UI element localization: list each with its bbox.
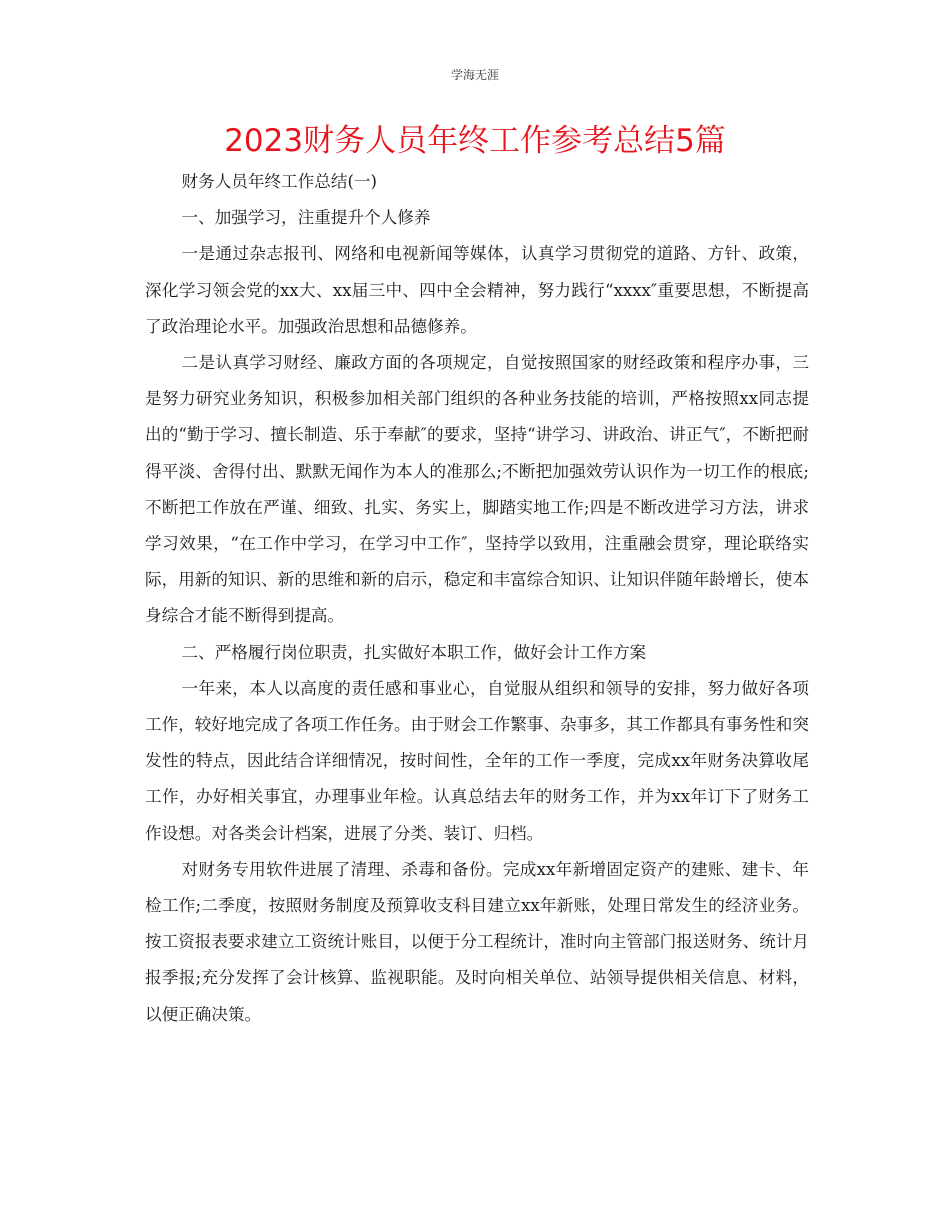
paragraph: 一年来，本人以高度的责任感和事业心，自觉服从组织和领导的安排，努力做好各项工作，较好地完成了各项工作任务。由于财会工作繁事、杂事多，其工作都具有事务性和突发性的特点，因此结合详细情况，按时间性，全年的工作一季度，完成xx年财务决算收尾工作，办好相关事宜，办理事业年检。认真总结去年的财务工作，并为xx年订下了财务工作设想。对各类会计档案，进展了分类、装订、归档。: [145, 678, 809, 843]
subheading: 一、加强学习，注重提升个人修养: [181, 208, 431, 228]
paragraph: 对财务专用软件进展了清理、杀毒和备份。完成xx年新增固定资产的建账、建卡、年检工作;二季度，按照财务制度及预算收支科目建立xx年新账，处理日常发生的经济业务。按工资报表要求建立工资统计账目，以便于分工程统计，准时向主管部门报送财务、统计月报季报;充分发挥了会计核算、监视职能。及时向相关单位、站领导提供相关信息、材料，以便正确决策。: [145, 859, 809, 1024]
document-title: 2023财务人员年终工作参考总结5篇: [224, 123, 726, 159]
paragraph: 二是认真学习财经、廉政方面的各项规定，自觉按照国家的财经政策和程序办事，三是努力研究业务知识，积极参加相关部门组织的各种业务技能的培训，严格按照xx同志提出的“勤于学习、擅长制造、乐于奉献″的要求，坚持“讲学习、讲政治、讲正气″，不断把耐得平淡、舍得付出、默默无闻作为本人的准那么;不断把加强效劳认识作为一切工作的根底;不断把工作放在严谨、细致、扎实、务实上，脚踏实地工作;四是不断改进学习方法，讲求学习效果，“在工作中学习，在学习中工作″，坚持学以致用，注重融会贯穿，理论联络实际，用新的知识、新的思维和新的启示，稳定和丰富综合知识、让知识伴随年龄增长，使本身综合才能不断得到提高。: [145, 353, 809, 626]
section-heading: 财务人员年终工作总结(一): [181, 172, 377, 191]
page-header: 学海无涯: [450, 68, 499, 82]
subheading: 二、严格履行岗位职责，扎实做好本职工作，做好会计工作方案: [181, 642, 647, 662]
paragraph: 一是通过杂志报刊、网络和电视新闻等媒体，认真学习贯彻党的道路、方针、政策，深化学习领会党的xx大、xx届三中、四中全会精神，努力践行“xxxx″重要思想，不断提高了政治理论水平。加强政治思想和品德修养。: [145, 244, 809, 336]
document-body: [145, 164, 809, 1033]
